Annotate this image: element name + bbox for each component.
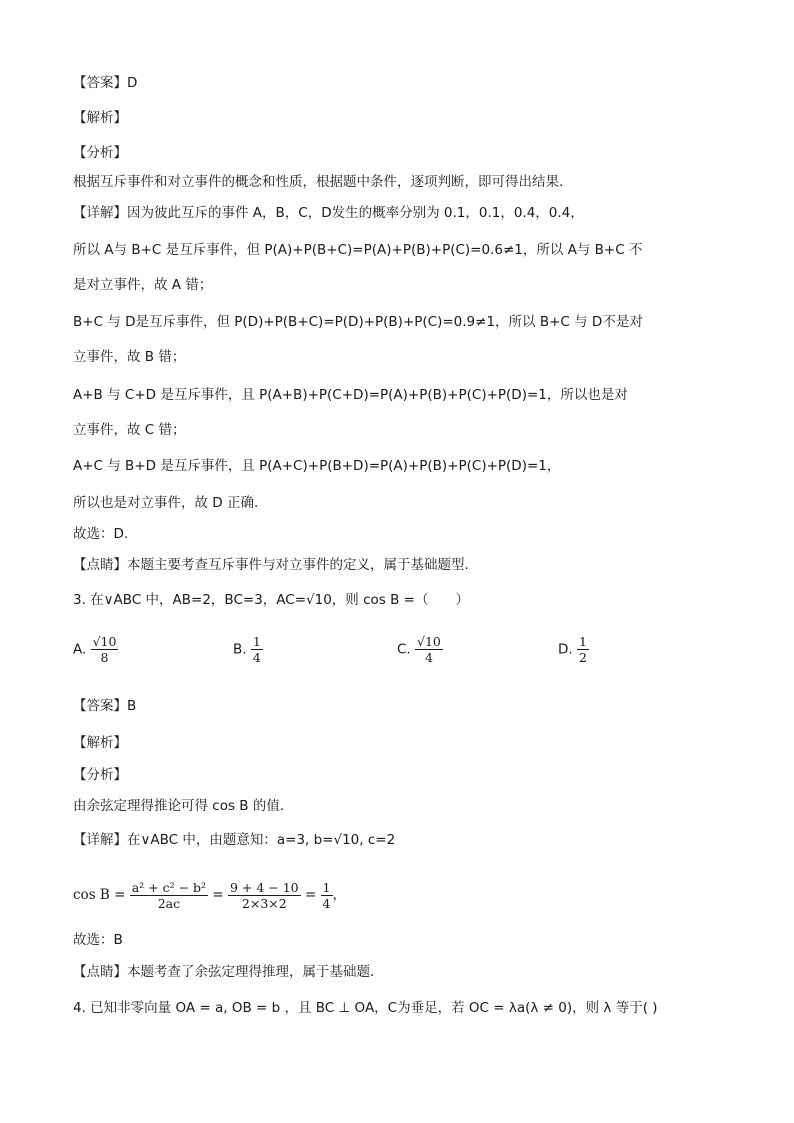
detail-text: 在∨ABC 中，由题意知：a=3, b=√10, c=2 <box>127 832 396 848</box>
option-a <box>73 634 118 665</box>
option-fraction <box>577 634 589 665</box>
fraction-numerator: a² + c² − b² <box>131 879 207 895</box>
detail-line-6: A+B 与 C+D 是互斥事件，且 P(A+B)+P(C+D)=P(A)+P(B)+P(C)+P(D)=1，所以也是对 <box>73 387 628 403</box>
fraction-denominator: 4 <box>322 895 331 911</box>
q3-stem: 3. 在∨ABC 中，AB=2，BC=3，AC=√10，则 cos B =（ ） <box>73 592 469 608</box>
answer-line-q2 <box>73 73 137 93</box>
fraction-denominator: 8 <box>100 650 109 665</box>
option-fraction <box>251 634 263 665</box>
formula-lhs: cos B = <box>73 887 126 903</box>
fraction-numerator: 9 + 4 − 10 <box>229 879 299 895</box>
formula-fraction-3 <box>321 880 333 911</box>
detail-line-8: A+C 与 B+D 是互斥事件，且 P(A+C)+P(B+D)=P(A)+P(B)+P(C)+P(D)=1， <box>73 458 561 474</box>
analysis-label: 【解析】 <box>73 110 127 126</box>
fraction-denominator: 4 <box>252 650 261 665</box>
detail-line-7: 立事件，故 C 错； <box>73 422 186 438</box>
dianjing-line <box>73 555 469 575</box>
option-fraction <box>91 634 119 665</box>
dianjing-text: 本题考查了余弦定理得推理，属于基础题. <box>127 964 375 980</box>
fraction-denominator: 2×3×2 <box>241 895 287 911</box>
detail-line-5: 立事件，故 B 错； <box>73 349 186 365</box>
q4-stem: 4. 已知非零向量 OA = a, OB = b ，且 BC ⊥ OA，C为垂足，若 OC = λa(λ ≠ 0)，则 λ 等于( ) <box>73 1000 658 1016</box>
choose-line: 故选：D. <box>73 526 129 542</box>
fraction-numerator: √10 <box>92 634 117 649</box>
detail-label: 【详解】 <box>73 832 127 848</box>
option-b <box>233 634 263 665</box>
dianjing-label: 【点睛】 <box>73 557 127 573</box>
q3-fenxi-text: 由余弦定理得推论可得 cos B 的值. <box>73 798 285 814</box>
equals-sign: = <box>212 887 224 903</box>
q3-formula <box>73 872 346 918</box>
q3-analysis-label: 【解析】 <box>73 735 127 751</box>
q3-detail-line <box>73 830 395 850</box>
detail-line-9: 所以也是对立事件，故 D 正确. <box>73 495 259 511</box>
q3-answer-line <box>73 696 136 716</box>
detail-line-3: 是对立事件，故 A 错； <box>73 277 213 293</box>
dianjing-label: 【点睛】 <box>73 964 127 980</box>
fraction-numerator: 1 <box>252 634 261 649</box>
answer-label: 【答案】 <box>73 75 127 91</box>
fenxi-label: 【分析】 <box>73 145 127 161</box>
q3-fenxi-label: 【分析】 <box>73 767 127 783</box>
fraction-denominator: 2 <box>578 650 587 665</box>
detail-line-1 <box>73 203 584 223</box>
option-letter: B. <box>233 641 247 658</box>
option-d <box>558 634 589 665</box>
equals-sign: = <box>304 887 317 903</box>
formula-fraction-1 <box>130 880 208 911</box>
detail-line-2: 所以 A与 B+C 是互斥事件，但 P(A)+P(B+C)=P(A)+P(B)+P(C)=0.6≠1，所以 A与 B+C 不 <box>73 242 643 258</box>
fraction-numerator: 1 <box>578 634 587 649</box>
option-letter: C. <box>397 641 411 658</box>
detail-label: 【详解】 <box>73 205 127 221</box>
detail-line-4: B+C 与 D是互斥事件，但 P(D)+P(B+C)=P(D)+P(B)+P(C)=0.9≠1，所以 B+C 与 D不是对 <box>73 314 643 330</box>
q3-dianjing-line <box>73 962 374 982</box>
option-letter: D. <box>558 641 573 658</box>
fenxi-text: 根据互斥事件和对立事件的概念和性质，根据题中条件，逐项判断，即可得出结果. <box>73 174 564 190</box>
option-fraction <box>415 634 443 665</box>
option-c <box>397 634 443 665</box>
answer-value: D <box>127 75 138 91</box>
option-letter: A. <box>73 641 87 658</box>
fraction-denominator: 4 <box>424 650 433 665</box>
detail-text: 因为彼此互斥的事件 A，B，C，D发生的概率分别为 0.1，0.1，0.4，0.4， <box>127 205 584 221</box>
fraction-numerator: 1 <box>322 879 331 895</box>
formula-tail: ， <box>332 887 346 903</box>
dianjing-text: 本题主要考查互斥事件与对立事件的定义，属于基础题型. <box>127 557 469 573</box>
q3-choose: 故选：B <box>73 932 123 948</box>
answer-value: B <box>127 698 137 714</box>
formula-fraction-2 <box>228 880 301 911</box>
answer-label: 【答案】 <box>73 698 127 714</box>
fraction-denominator: 2ac <box>157 895 181 911</box>
fraction-numerator: √10 <box>417 634 441 649</box>
